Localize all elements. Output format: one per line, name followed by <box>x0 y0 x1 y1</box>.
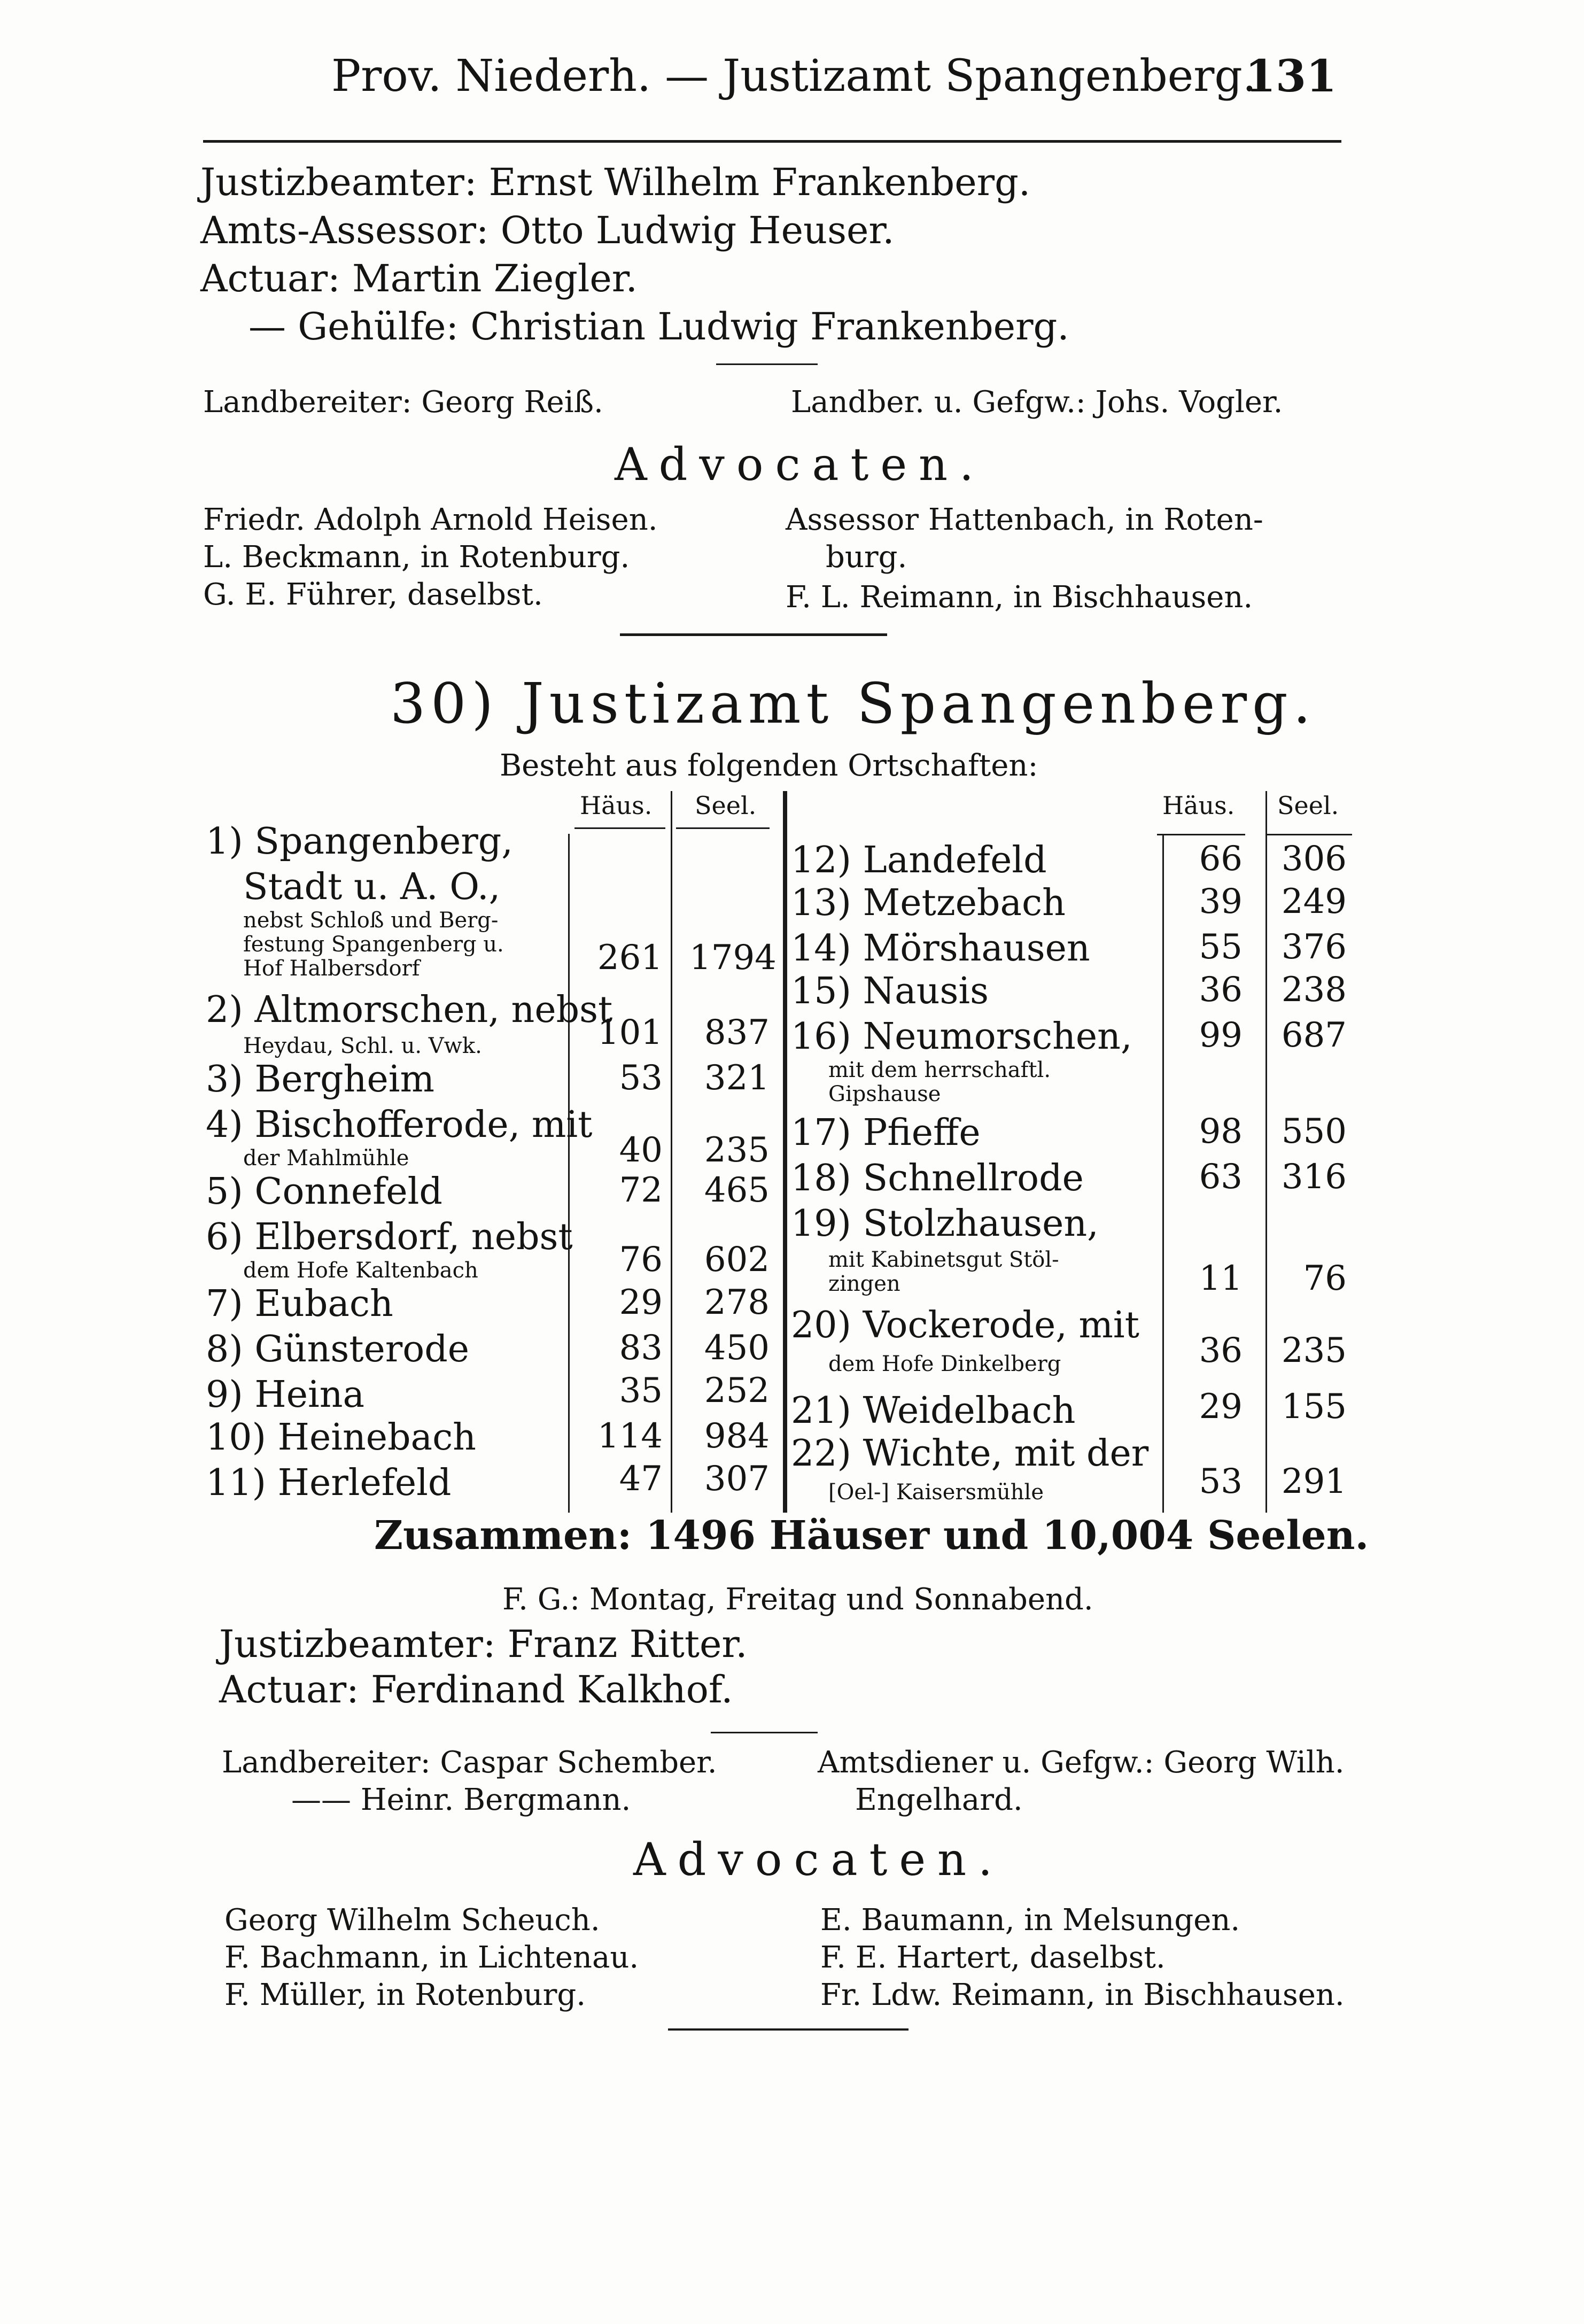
official-line: Justizbeamter: Franz Ritter. <box>219 1622 748 1666</box>
official-line: Actuar: Ferdinand Kalkhof. <box>219 1668 733 1711</box>
seelen-value: 235 <box>704 1130 770 1170</box>
table-rule <box>1267 834 1352 835</box>
seelen-value: 238 <box>1281 970 1347 1010</box>
table-rule <box>676 827 770 829</box>
place-name: 10) Heinebach <box>206 1416 476 1459</box>
seelen-value: 321 <box>704 1058 770 1098</box>
official-line: Justizbeamter: Ernst Wilhelm Frankenberg. <box>200 160 1031 204</box>
haeuser-value: 83 <box>619 1328 663 1368</box>
column-rule <box>568 834 570 1513</box>
table-rule <box>574 827 665 829</box>
haeuser-value: 76 <box>619 1240 663 1280</box>
haeuser-value: 36 <box>1199 970 1243 1010</box>
place-name: 6) Elbersdorf, nebst <box>206 1216 573 1258</box>
haeuser-value: 36 <box>1199 1331 1243 1370</box>
advocate-entry: burg. <box>826 540 907 575</box>
haeuser-value: 99 <box>1199 1016 1243 1055</box>
place-name: 15) Nausis <box>791 970 989 1012</box>
advocates-heading: Advocaten. <box>633 1833 1004 1886</box>
haeuser-value: 114 <box>597 1416 663 1456</box>
column-header-seelen: Seel. <box>1277 791 1339 820</box>
haeuser-value: 53 <box>619 1058 663 1098</box>
advocate-entry: F. Bachmann, in Lichtenau. <box>224 1940 639 1975</box>
place-note: [Oel-] Kaisersmühle <box>828 1480 1044 1505</box>
seelen-value: 316 <box>1281 1157 1347 1197</box>
header-rule <box>203 140 1341 143</box>
seelen-value: 307 <box>704 1459 770 1499</box>
haeuser-value: 11 <box>1199 1259 1243 1298</box>
seelen-value: 550 <box>1281 1112 1347 1151</box>
place-note: festung Spangenberg u. <box>243 932 504 957</box>
advocate-entry: L. Beckmann, in Rotenburg. <box>203 540 630 575</box>
place-name: 5) Connefeld <box>206 1171 442 1213</box>
official-line: Actuar: Martin Ziegler. <box>200 257 638 300</box>
place-name: 1) Spangenberg, <box>206 820 513 863</box>
haeuser-value: 53 <box>1199 1462 1243 1501</box>
landbereiter-right: Amtsdiener u. Gefgw.: Georg Wilh. <box>818 1745 1345 1780</box>
haeuser-value: 98 <box>1199 1112 1243 1151</box>
column-header-haeuser: Häus. <box>580 791 653 820</box>
advocates-heading: Advocaten. <box>615 438 985 491</box>
court-days: F. G.: Montag, Freitag und Sonnabend. <box>502 1582 1093 1617</box>
haeuser-value: 55 <box>1199 927 1243 967</box>
place-note: der Mahlmühle <box>243 1146 409 1171</box>
section-title: 30) Justizamt Spangenberg. <box>390 671 1316 736</box>
advocate-entry: F. L. Reimann, in Bischhausen. <box>786 580 1253 615</box>
seelen-value: 465 <box>704 1171 770 1210</box>
landbereiter-right: Landber. u. Gefgw.: Johs. Vogler. <box>791 385 1283 420</box>
place-name: 16) Neumorschen, <box>791 1016 1132 1058</box>
advocate-entry: Fr. Ldw. Reimann, in Bischhausen. <box>820 1978 1345 2012</box>
haeuser-value: 35 <box>619 1371 663 1411</box>
place-name: 21) Weidelbach <box>791 1390 1076 1432</box>
place-name: 17) Pfieffe <box>791 1112 981 1154</box>
column-header-haeuser: Häus. <box>1162 791 1235 820</box>
landbereiter-left: Landbereiter: Georg Reiß. <box>203 385 603 420</box>
place-name: 9) Heina <box>206 1374 365 1416</box>
place-name: 14) Mörshausen <box>791 927 1090 970</box>
column-header-seelen: Seel. <box>695 791 757 820</box>
seelen-value: 278 <box>704 1283 770 1322</box>
seelen-value: 450 <box>704 1328 770 1368</box>
page-number: 131 <box>1245 51 1337 102</box>
seelen-value: 155 <box>1281 1387 1347 1427</box>
seelen-value: 376 <box>1281 927 1347 967</box>
place-note: dem Hofe Kaltenbach <box>243 1258 478 1283</box>
running-header: Prov. Niederh. — Justizamt Spangenberg. <box>331 51 1256 102</box>
seelen-value: 76 <box>1303 1259 1347 1298</box>
section-subtitle: Besteht aus folgenden Ortschaften: <box>500 748 1038 783</box>
haeuser-value: 66 <box>1199 839 1243 879</box>
center-column-rule <box>783 791 787 1513</box>
seelen-value: 235 <box>1281 1331 1347 1370</box>
column-rule <box>671 791 672 1513</box>
landbereiter-left: Landbereiter: Caspar Schember. <box>222 1745 717 1780</box>
total-line: Zusammen: 1496 Häuser und 10,004 Seelen. <box>374 1513 1369 1559</box>
place-note: mit Kabinetsgut Stöl- <box>828 1248 1059 1272</box>
place-name: Stadt u. A. O., <box>243 866 501 908</box>
haeuser-value: 63 <box>1199 1157 1243 1197</box>
place-name: 4) Bischofferode, mit <box>206 1104 593 1146</box>
place-name: 13) Metzebach <box>791 882 1066 924</box>
place-name: 18) Schnellrode <box>791 1157 1084 1199</box>
place-name: 7) Eubach <box>206 1283 393 1325</box>
place-name: 8) Günsterode <box>206 1328 469 1370</box>
place-note: nebst Schloß und Berg- <box>243 908 499 933</box>
official-line: — Gehülfe: Christian Ludwig Frankenberg. <box>249 305 1069 348</box>
place-name: 2) Altmorschen, nebst <box>206 989 613 1031</box>
advocate-entry: Georg Wilhelm Scheuch. <box>224 1903 600 1938</box>
place-note: Heydau, Schl. u. Vwk. <box>243 1034 482 1058</box>
place-note: dem Hofe Dinkelberg <box>828 1352 1061 1376</box>
place-note: Hof Halbersdorf <box>243 956 420 981</box>
landbereiter-left: —— Heinr. Bergmann. <box>291 1783 631 1817</box>
place-name: 12) Landefeld <box>791 839 1047 881</box>
advocate-entry: Assessor Hattenbach, in Roten- <box>786 502 1263 537</box>
place-note: zingen <box>828 1272 900 1296</box>
seelen-value: 249 <box>1281 882 1347 921</box>
official-line: Amts-Assessor: Otto Ludwig Heuser. <box>200 208 895 252</box>
seelen-value: 687 <box>1281 1016 1347 1055</box>
seelen-value: 306 <box>1281 839 1347 879</box>
seelen-value: 1794 <box>689 938 777 978</box>
section-divider <box>668 2028 909 2031</box>
divider <box>716 363 818 365</box>
section-divider <box>620 633 887 636</box>
seelen-value: 291 <box>1281 1462 1347 1501</box>
advocate-entry: Friedr. Adolph Arnold Heisen. <box>203 502 658 537</box>
haeuser-value: 29 <box>1199 1387 1243 1427</box>
place-name: 20) Vockerode, mit <box>791 1304 1140 1346</box>
seelen-value: 602 <box>704 1240 770 1280</box>
haeuser-value: 39 <box>1199 882 1243 921</box>
place-note: mit dem herrschaftl. <box>828 1058 1051 1082</box>
advocate-entry: F. Müller, in Rotenburg. <box>224 1978 586 2012</box>
landbereiter-right: Engelhard. <box>855 1783 1023 1817</box>
place-note: Gipshause <box>828 1082 941 1106</box>
place-name: 3) Bergheim <box>206 1058 434 1101</box>
haeuser-value: 40 <box>619 1130 663 1170</box>
seelen-value: 837 <box>704 1013 770 1052</box>
haeuser-value: 101 <box>597 1013 663 1052</box>
haeuser-value: 261 <box>597 938 663 978</box>
haeuser-value: 29 <box>619 1283 663 1322</box>
place-name: 11) Herlefeld <box>206 1462 452 1504</box>
advocate-entry: F. E. Hartert, daselbst. <box>820 1940 1166 1975</box>
haeuser-value: 47 <box>619 1459 663 1499</box>
divider <box>711 1732 818 1733</box>
seelen-value: 984 <box>704 1416 770 1456</box>
place-name: 22) Wichte, mit der <box>791 1432 1149 1475</box>
advocate-entry: E. Baumann, in Melsungen. <box>820 1903 1240 1938</box>
advocate-entry: G. E. Führer, daselbst. <box>203 577 543 612</box>
table-rule <box>1157 834 1245 835</box>
seelen-value: 252 <box>704 1371 770 1411</box>
place-name: 19) Stolzhausen, <box>791 1203 1099 1245</box>
haeuser-value: 72 <box>619 1171 663 1210</box>
